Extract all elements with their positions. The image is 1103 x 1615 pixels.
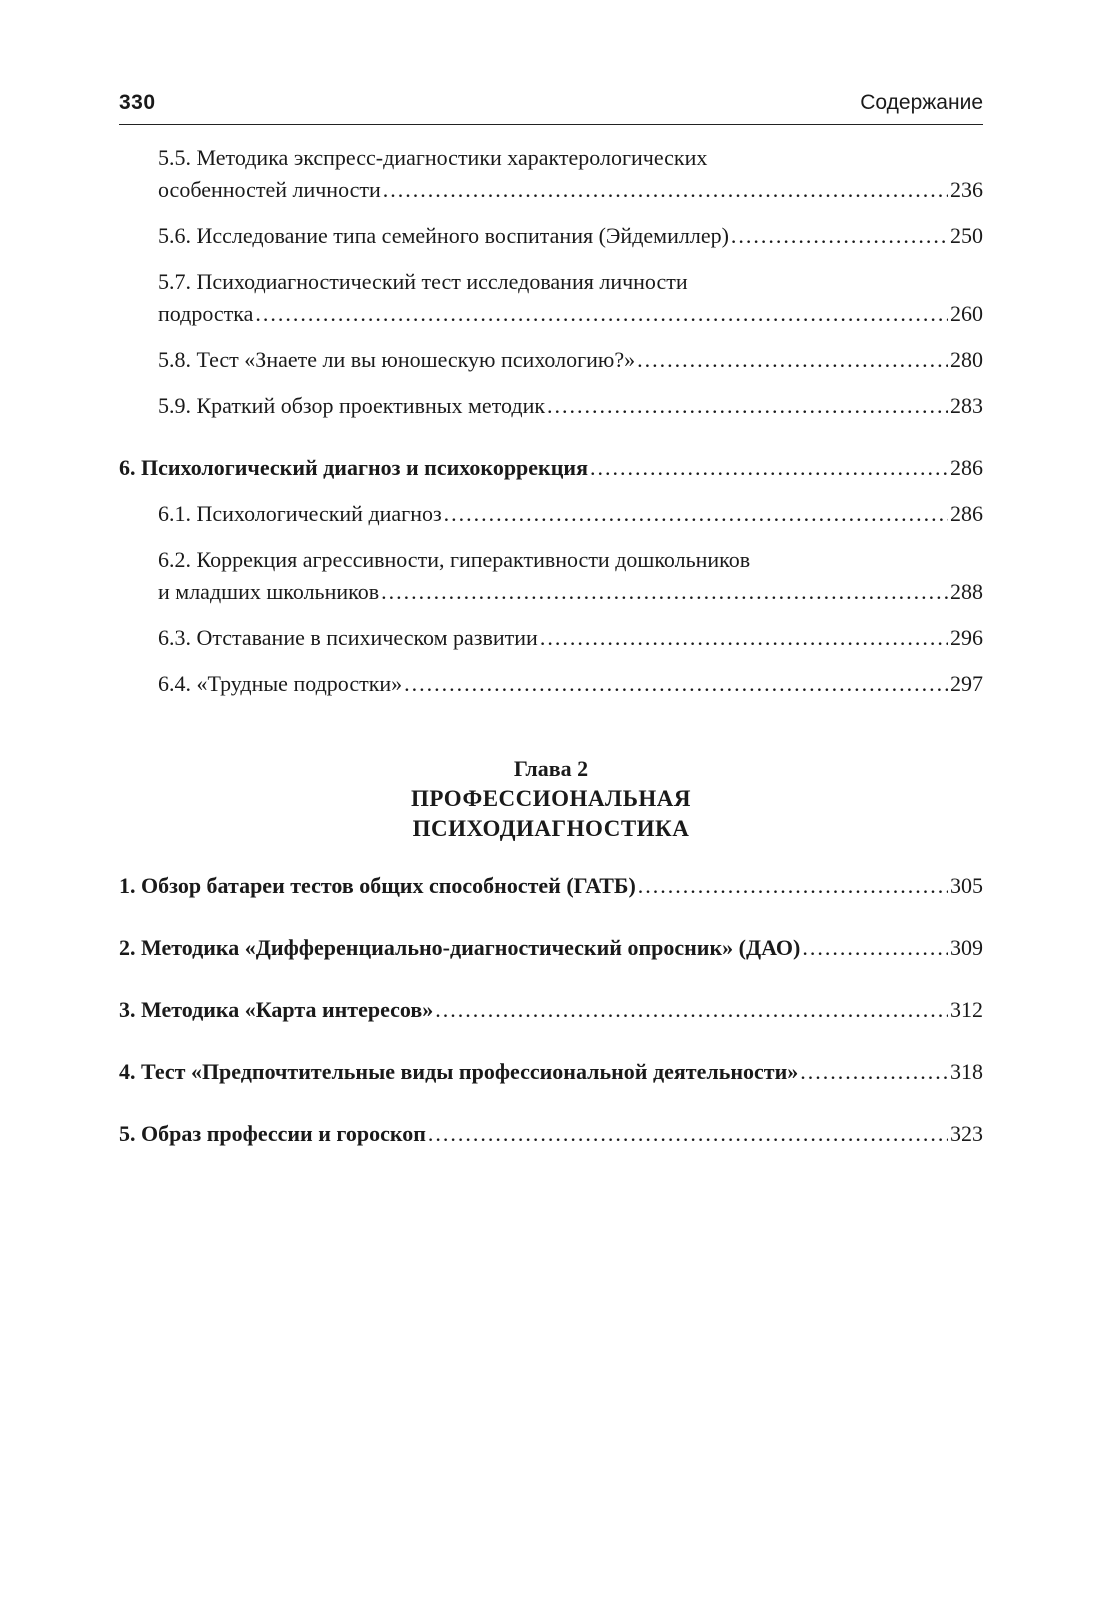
toc-entry-ch2-3[interactable] — [119, 994, 983, 1026]
toc-page-ref: 312 — [950, 997, 983, 1022]
toc-entry-title-cont: подростка — [158, 301, 254, 326]
toc-entry-number: 5.5. — [158, 145, 191, 170]
toc-entry-number: 5.7. — [158, 269, 191, 294]
toc-page-ref: 296 — [950, 625, 983, 650]
dot-leader — [638, 870, 948, 902]
toc-entry-title: Коррекция агрессивности, гиперактивности дошкольников — [196, 547, 751, 572]
running-section-title: Содержание — [860, 91, 983, 114]
toc-entry-title: Исследование типа семейного воспитания (Эйдемиллер) — [196, 223, 729, 248]
toc-entry-number: 5.8. — [158, 347, 191, 372]
toc-section-title: 2. Методика «Дифференциально-диагностический опросник» (ДАО) — [119, 935, 801, 960]
table-of-contents-chapter-2 — [119, 870, 983, 1180]
toc-entry-ch2-5[interactable] — [119, 1118, 983, 1150]
toc-entry-number: 5.6. — [158, 223, 191, 248]
chapter-label: Глава 2 — [513, 756, 589, 781]
toc-entry-6-1[interactable] — [158, 498, 983, 530]
toc-section-title: 1. Обзор батареи тестов общих способностей (ГАТБ) — [119, 873, 636, 898]
toc-page-ref: 286 — [950, 501, 983, 526]
toc-entry-5-6[interactable] — [158, 220, 983, 252]
toc-page-ref: 250 — [950, 223, 983, 248]
dot-leader — [731, 220, 948, 252]
toc-entry-number: 6.2. — [158, 547, 191, 572]
dot-leader — [637, 344, 948, 376]
dot-leader — [404, 668, 948, 700]
dot-leader — [255, 298, 948, 330]
toc-entry-6-2[interactable] — [158, 544, 983, 608]
toc-page-ref: 318 — [950, 1059, 983, 1084]
dot-leader — [547, 390, 948, 422]
toc-entry-5-5[interactable] — [158, 142, 983, 206]
toc-page-ref: 305 — [950, 873, 983, 898]
dot-leader — [800, 1056, 948, 1088]
dot-leader — [802, 932, 948, 964]
page-number: 330 — [119, 91, 156, 114]
toc-entry-title-cont: и младших школьников — [158, 579, 380, 604]
dot-leader — [540, 622, 948, 654]
toc-page-ref: 283 — [950, 393, 983, 418]
toc-section-title: 5. Образ профессии и гороскоп — [119, 1121, 426, 1146]
toc-entry-title: Отставание в психическом развитии — [196, 625, 538, 650]
toc-entry-number: 6.1. — [158, 501, 191, 526]
toc-page-ref: 323 — [950, 1121, 983, 1146]
dot-leader — [428, 1118, 948, 1150]
toc-entry-5-9[interactable] — [158, 390, 983, 422]
toc-page-ref: 260 — [950, 301, 983, 326]
toc-section-title: 6. Психологический диагноз и психокоррекция — [119, 455, 588, 480]
toc-entry-title: «Трудные подростки» — [196, 671, 403, 696]
toc-entry-6-3[interactable] — [158, 622, 983, 654]
table-of-contents — [119, 142, 983, 700]
toc-entry-number: 5.9. — [158, 393, 191, 418]
toc-entry-5-8[interactable] — [158, 344, 983, 376]
toc-page-ref: 309 — [950, 935, 983, 960]
toc-entry-6-4[interactable] — [158, 668, 983, 700]
toc-entry-title: Психологический диагноз — [196, 501, 442, 526]
toc-page-ref: 297 — [950, 671, 983, 696]
running-header — [119, 88, 983, 125]
toc-entry-ch2-1[interactable] — [119, 870, 983, 902]
toc-page-ref: 288 — [950, 579, 983, 604]
toc-page-ref: 280 — [950, 347, 983, 372]
toc-page-ref: 286 — [950, 455, 983, 480]
dot-leader — [383, 174, 948, 206]
toc-page-ref: 236 — [950, 177, 983, 202]
toc-entry-title: Тест «Знаете ли вы юношескую психологию?» — [196, 347, 636, 372]
toc-entry-number: 6.3. — [158, 625, 191, 650]
toc-entry-title: Психодиагностический тест исследования личности — [196, 269, 688, 294]
chapter-heading — [119, 754, 983, 844]
dot-leader — [590, 452, 948, 484]
toc-entry-title-cont: особенностей личности — [158, 177, 381, 202]
toc-entry-6[interactable] — [119, 452, 983, 484]
toc-entry-title: Краткий обзор проективных методик — [196, 393, 546, 418]
dot-leader — [444, 498, 948, 530]
toc-section-title: 3. Методика «Карта интересов» — [119, 997, 434, 1022]
toc-section-title: 4. Тест «Предпочтительные виды профессиональной деятельности» — [119, 1059, 799, 1084]
toc-entry-5-7[interactable] — [158, 266, 983, 330]
chapter-title-line-2: ПСИХОДИАГНОСТИКА — [412, 816, 690, 841]
toc-entry-ch2-4[interactable] — [119, 1056, 983, 1088]
dot-leader — [435, 994, 948, 1026]
toc-entry-ch2-2[interactable] — [119, 932, 983, 964]
chapter-title-line-1: ПРОФЕССИОНАЛЬНАЯ — [410, 786, 692, 811]
dot-leader — [381, 576, 948, 608]
toc-entry-title: Методика экспресс-диагностики характерологических — [196, 145, 708, 170]
toc-entry-number: 6.4. — [158, 671, 191, 696]
